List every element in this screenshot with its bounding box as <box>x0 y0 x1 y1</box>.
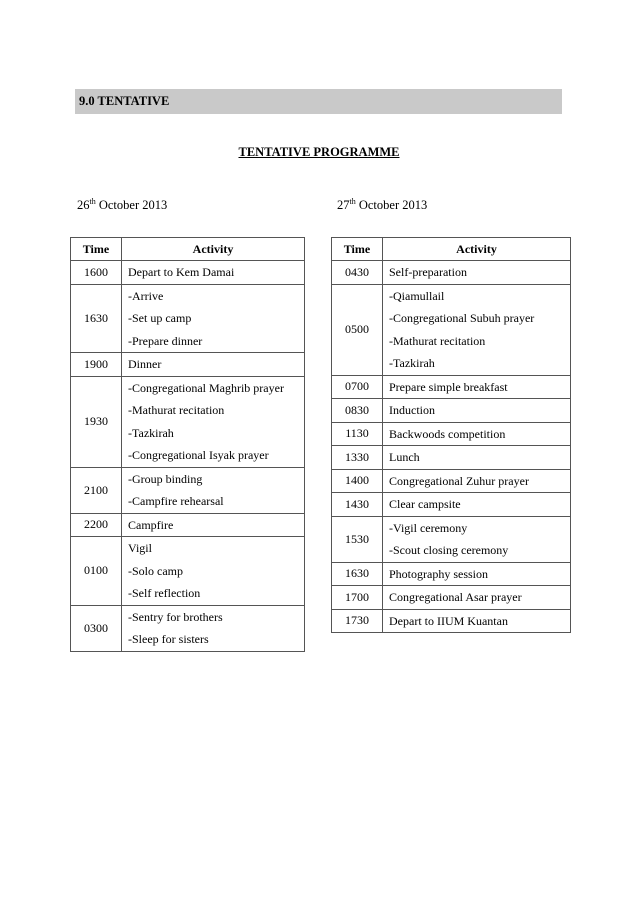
time-column-header: Time <box>332 238 383 261</box>
activity-line: Campfire <box>128 517 174 532</box>
table-row <box>71 261 305 285</box>
table-row <box>332 284 571 375</box>
activity-line: -Congregational Subuh prayer <box>389 311 535 325</box>
activity-line: Backwoods competition <box>389 426 506 441</box>
time-cell: 0700 <box>332 375 383 399</box>
activity-cell <box>383 261 571 285</box>
time-cell: 0830 <box>332 399 383 423</box>
table-row <box>71 513 305 537</box>
table-row <box>71 467 305 513</box>
time-cell: 1630 <box>332 562 383 586</box>
day1-date-day: 26 <box>77 198 90 213</box>
time-cell: 2200 <box>71 513 122 537</box>
programme-title: TENTATIVE PROGRAMME <box>238 145 400 159</box>
activity-cell <box>122 376 305 467</box>
activity-cell <box>383 399 571 423</box>
activity-line: Depart to Kem Damai <box>128 265 235 279</box>
activity-line: -Campfire rehearsal <box>128 494 224 508</box>
activity-cell <box>122 605 305 651</box>
time-cell: 1530 <box>332 516 383 562</box>
table-row <box>332 562 571 586</box>
activity-line: -Prepare dinner <box>128 333 203 348</box>
table-row <box>71 537 305 606</box>
time-cell: 0430 <box>332 261 383 285</box>
table-row <box>71 353 305 377</box>
activity-line: -Mathurat recitation <box>128 403 225 417</box>
time-cell: 1700 <box>332 586 383 610</box>
time-cell: 1400 <box>332 469 383 493</box>
activity-line: -Vigil ceremony <box>389 520 468 535</box>
activity-line: Congregational Asar prayer <box>389 590 522 604</box>
table-row <box>71 284 305 353</box>
activity-column-header: Activity <box>383 238 571 261</box>
time-cell: 1930 <box>71 376 122 467</box>
activity-cell <box>122 284 305 353</box>
time-cell: 0300 <box>71 605 122 651</box>
section-heading: 9.0 TENTATIVE <box>75 89 562 114</box>
activity-cell <box>122 261 305 285</box>
activity-line: -Sentry for brothers <box>128 609 223 624</box>
activity-line: -Tazkirah <box>389 356 435 370</box>
activity-line: -Arrive <box>128 288 164 303</box>
day2-schedule-body <box>332 261 571 633</box>
activity-line: -Solo camp <box>128 563 183 578</box>
day2-date <box>337 197 427 213</box>
activity-cell <box>122 353 305 377</box>
activity-cell <box>383 375 571 399</box>
activity-cell <box>383 446 571 470</box>
day1-date-suffix: th <box>89 197 96 206</box>
day1-schedule-body <box>71 261 305 652</box>
time-cell: 1900 <box>71 353 122 377</box>
activity-line: -Group binding <box>128 471 203 486</box>
activity-line: Induction <box>389 403 435 417</box>
activity-cell <box>122 537 305 606</box>
table-row <box>332 586 571 610</box>
table-row <box>71 376 305 467</box>
activity-line: -Set up camp <box>128 311 192 325</box>
activity-column-header: Activity <box>122 238 305 261</box>
day1-date <box>77 197 167 213</box>
table-row <box>332 469 571 493</box>
activity-cell <box>383 562 571 586</box>
activity-cell <box>383 586 571 610</box>
activity-line: Congregational Zuhur prayer <box>389 473 529 488</box>
time-cell: 1600 <box>71 261 122 285</box>
time-cell: 1630 <box>71 284 122 353</box>
time-cell: 2100 <box>71 467 122 513</box>
day1-date-rest: October 2013 <box>95 198 168 213</box>
table-header-row <box>71 238 305 261</box>
activity-line: Dinner <box>128 357 162 371</box>
activity-line: -Sleep for sisters <box>128 632 209 646</box>
time-cell: 1330 <box>332 446 383 470</box>
activity-line: -Mathurat recitation <box>389 333 486 348</box>
activity-cell <box>122 513 305 537</box>
time-cell: 1130 <box>332 422 383 446</box>
day2-date-suffix: th <box>349 197 356 206</box>
table-row <box>332 261 571 285</box>
activity-line: -Congregational Maghrib prayer <box>128 380 284 395</box>
time-column-header: Time <box>71 238 122 261</box>
activity-line: -Scout closing ceremony <box>389 543 509 557</box>
activity-cell <box>383 609 571 633</box>
activity-cell <box>383 422 571 446</box>
activity-cell <box>383 284 571 375</box>
activity-cell <box>383 493 571 517</box>
table-row <box>332 516 571 562</box>
day2-date-day: 27 <box>337 198 350 213</box>
activity-line: Prepare simple breakfast <box>389 379 508 394</box>
table-header-row <box>332 238 571 261</box>
table-row <box>332 375 571 399</box>
time-cell: 0100 <box>71 537 122 606</box>
activity-line: -Qiamullail <box>389 288 445 303</box>
activity-line: Self-preparation <box>389 265 467 279</box>
activity-line: -Congregational Isyak prayer <box>128 448 269 462</box>
time-cell: 1730 <box>332 609 383 633</box>
day1-schedule-table <box>70 237 305 652</box>
time-cell: 1430 <box>332 493 383 517</box>
table-row <box>332 446 571 470</box>
day2-schedule-table <box>331 237 571 633</box>
day2-date-rest: October 2013 <box>355 198 428 213</box>
activity-line: -Tazkirah <box>128 425 174 440</box>
activity-cell <box>383 516 571 562</box>
activity-line: Photography session <box>389 566 488 581</box>
time-cell: 0500 <box>332 284 383 375</box>
table-row <box>71 605 305 651</box>
table-row <box>332 493 571 517</box>
activity-line: -Self reflection <box>128 586 201 600</box>
activity-line: Vigil <box>128 541 152 555</box>
activity-line: Lunch <box>389 450 420 464</box>
table-row <box>332 609 571 633</box>
table-row <box>332 399 571 423</box>
activity-line: Depart to IIUM Kuantan <box>389 613 508 628</box>
activity-cell <box>122 467 305 513</box>
table-row <box>332 422 571 446</box>
activity-cell <box>383 469 571 493</box>
activity-line: Clear campsite <box>389 497 461 511</box>
